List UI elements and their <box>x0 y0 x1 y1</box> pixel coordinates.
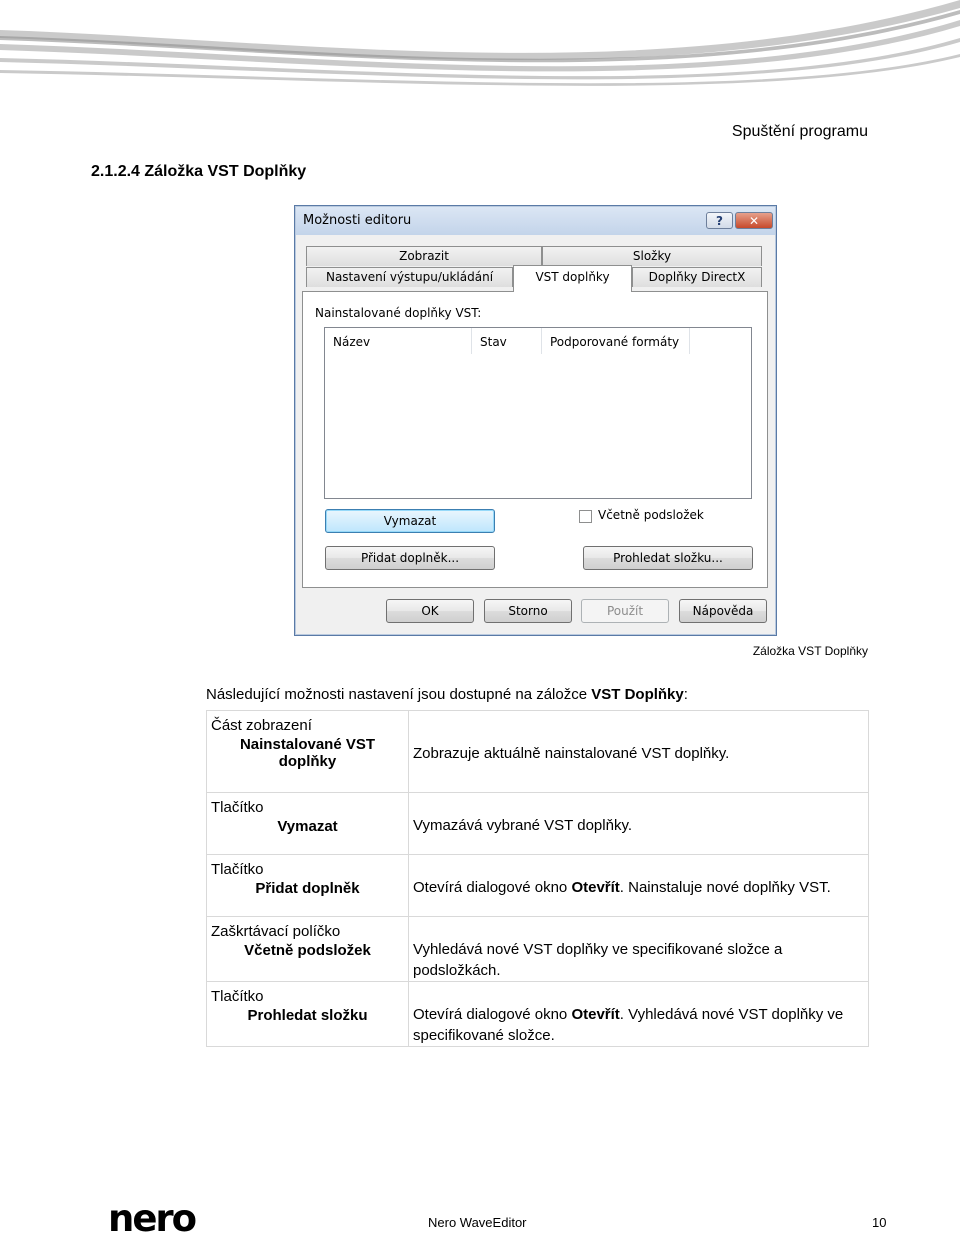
tab-zobrazit[interactable]: Zobrazit <box>306 246 542 266</box>
page-number: 10 <box>872 1215 887 1230</box>
description-text: Otevírá dialogové okno <box>413 1006 572 1023</box>
option-cell <box>207 793 409 855</box>
figure-caption: Záložka VST Doplňky <box>752 644 868 658</box>
option-kind: Zaškrtávací políčko <box>211 923 341 940</box>
add-plugin-button[interactable]: Přidat doplněk... <box>325 546 495 570</box>
delete-button[interactable]: Vymazat <box>325 509 495 533</box>
options-dialog-screenshot <box>294 205 777 636</box>
description-text: Otevřít <box>571 1006 620 1023</box>
intro-text-end: : <box>683 686 688 703</box>
option-kind: Tlačítko <box>211 861 264 878</box>
intro-paragraph <box>206 686 688 703</box>
option-name: Prohledat složku <box>247 1007 368 1024</box>
section-title: 2.1.2.4 Záložka VST Doplňky <box>91 163 307 180</box>
footer-product: Nero WaveEditor <box>428 1215 527 1230</box>
browse-folder-button[interactable]: Prohledat složku... <box>583 546 753 570</box>
description-text: Otevírá dialogové okno <box>413 879 572 896</box>
option-name: Vymazat <box>277 818 338 835</box>
description-text: . Nainstaluje nové doplňky VST. <box>619 879 831 896</box>
intro-text: Následující možnosti nastavení jsou dostupné na záložce <box>206 686 592 703</box>
table-row <box>207 855 869 917</box>
option-description <box>409 982 868 1046</box>
option-description <box>409 917 868 981</box>
tab-slozky[interactable]: Složky <box>542 246 762 266</box>
description-cell <box>409 917 869 982</box>
column-header-formaty[interactable]: Podporované formáty <box>542 328 690 354</box>
option-description <box>409 793 868 836</box>
description-text: Vymazává vybrané VST doplňky. <box>413 817 632 834</box>
column-header-nazev[interactable]: Název <box>325 328 472 354</box>
option-kind: Tlačítko <box>211 988 264 1005</box>
include-subfolders-checkbox[interactable] <box>579 510 592 523</box>
ok-button[interactable]: OK <box>386 599 474 623</box>
help-icon[interactable]: ? <box>706 212 733 229</box>
tab-doplnky-directx[interactable]: Doplňky DirectX <box>632 267 762 287</box>
header-decoration <box>0 0 960 100</box>
description-text: . Vyhledává nové VST doplňky ve specifikované složce. <box>413 1006 844 1044</box>
help-button[interactable]: Nápověda <box>679 599 767 623</box>
tab-vst-doplnky[interactable]: VST doplňky <box>513 265 632 292</box>
option-description <box>409 855 868 898</box>
option-cell <box>207 711 409 793</box>
apply-button[interactable]: Použít <box>581 599 669 623</box>
table-row <box>207 793 869 855</box>
description-cell <box>409 711 869 793</box>
table-row <box>207 982 869 1047</box>
option-cell <box>207 982 409 1047</box>
close-icon[interactable]: ✕ <box>735 212 773 229</box>
option-description <box>409 711 868 764</box>
nero-logo: nero <box>108 1197 196 1240</box>
column-header-stav[interactable]: Stav <box>472 328 542 354</box>
options-table <box>206 710 869 1047</box>
option-kind: Část zobrazení <box>211 717 312 734</box>
intro-bold: VST Doplňky <box>591 686 684 703</box>
cancel-button[interactable]: Storno <box>484 599 572 623</box>
include-subfolders-label: Včetně podsložek <box>598 508 704 522</box>
description-cell <box>409 793 869 855</box>
tab-nastaveni-vystupu[interactable]: Nastavení výstupu/ukládání <box>306 267 513 287</box>
running-head: Spuštění programu <box>731 123 868 140</box>
option-name: Včetně podsložek <box>244 942 371 959</box>
description-cell <box>409 982 869 1047</box>
table-row <box>207 711 869 793</box>
description-text: Zobrazuje aktuálně nainstalované VST doplňky. <box>413 745 730 762</box>
installed-plugins-label: Nainstalované doplňky VST: <box>315 306 482 320</box>
description-cell <box>409 855 869 917</box>
option-name: Nainstalované VST doplňky <box>239 736 376 770</box>
plugins-list[interactable] <box>324 327 752 499</box>
table-row <box>207 917 869 982</box>
option-cell <box>207 855 409 917</box>
dialog-titlebar <box>296 207 775 235</box>
dialog-title: Možnosti editoru <box>303 213 412 228</box>
option-name: Přidat doplněk <box>255 880 360 897</box>
option-cell <box>207 917 409 982</box>
option-kind: Tlačítko <box>211 799 264 816</box>
description-text: Otevřít <box>571 879 620 896</box>
description-text: Vyhledává nové VST doplňky ve specifikované složce a podsložkách. <box>413 941 783 979</box>
